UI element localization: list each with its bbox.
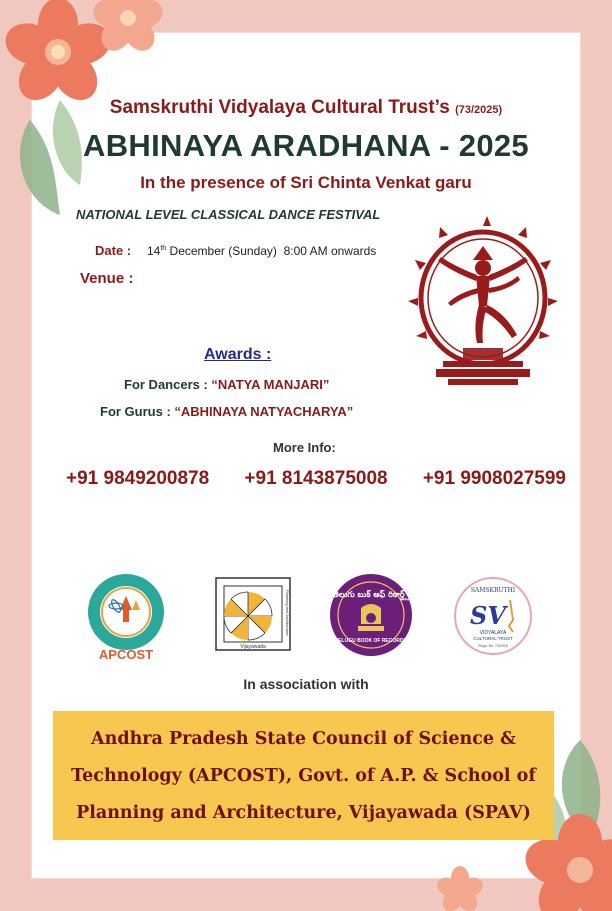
samskruthi-vidyalaya-logo xyxy=(452,576,534,656)
date-rest: December (Sunday) 8:00 AM onwards xyxy=(166,244,377,258)
association-banner xyxy=(53,711,554,840)
date-label: Date : xyxy=(95,243,132,258)
spav-caption: Vijayawada xyxy=(240,644,266,650)
association-text xyxy=(53,721,554,832)
association-line: Planning and Architecture, Vijayawada (SPAV) xyxy=(76,803,531,823)
sv-trust-text: CULTURAL TRUST xyxy=(473,636,513,641)
phone-number[interactable]: +91 9908027599 xyxy=(422,468,566,489)
association-line: Technology (APCOST), Govt. of A.P. & School of xyxy=(71,766,536,786)
award-dancers-label: For Dancers : xyxy=(124,377,212,392)
sv-top-text: SAMSKRUTHI xyxy=(470,587,516,594)
phone-number[interactable]: +91 9849200878 xyxy=(66,468,210,489)
spav-logo xyxy=(214,576,292,652)
nataraja-figure-icon xyxy=(408,213,558,393)
trust-name-text: Samskruthi Vidyalaya Cultural Trust’s xyxy=(109,97,450,118)
sv-reg-text: Regd. No: 73/2025 xyxy=(478,644,508,648)
records-bottom-text: TELUGU BOOK OF RECORDS xyxy=(335,638,407,644)
award-dancers-name: “NATYA MANJARI” xyxy=(211,377,330,392)
sv-name-text: VIDYALAYA xyxy=(479,630,507,636)
apcost-logo xyxy=(80,572,172,662)
spav-side-text: Planning and Architecture xyxy=(285,590,290,636)
awards-heading: Awards : xyxy=(204,346,272,363)
trust-name xyxy=(0,97,612,119)
sv-monogram: SV xyxy=(470,601,506,630)
festival-subtitle: NATIONAL LEVEL CLASSICAL DANCE FESTIVAL xyxy=(76,207,381,222)
date-day: 14 xyxy=(147,244,161,258)
award-gurus-label: For Gurus : xyxy=(100,404,175,419)
telugu-book-of-records-logo xyxy=(328,572,414,658)
award-dancers xyxy=(124,377,329,392)
records-top-text: తెలుగు బుక్ ఆఫ్ రికార్డ్స్ xyxy=(332,590,410,599)
date-suffix: th xyxy=(160,245,167,252)
date-value xyxy=(147,244,376,258)
trust-registration: (73/2025) xyxy=(455,104,503,116)
phone-numbers xyxy=(66,468,566,490)
award-gurus xyxy=(100,404,353,419)
association-label: In association with xyxy=(243,676,369,692)
award-gurus-name: “ABHINAYA NATYACHARYA” xyxy=(174,404,354,419)
association-line: Andhra Pradesh State Council of Science & xyxy=(91,729,516,749)
presence-line: In the presence of Sri Chinta Venkat garu xyxy=(140,173,472,192)
more-info-label: More Info: xyxy=(273,440,336,455)
event-title: ABHINAYA ARADHANA - 2025 xyxy=(83,128,529,163)
venue-label: Venue : xyxy=(80,270,134,287)
phone-number[interactable]: +91 8143875008 xyxy=(244,468,388,489)
apcost-caption: APCOST xyxy=(98,647,154,662)
